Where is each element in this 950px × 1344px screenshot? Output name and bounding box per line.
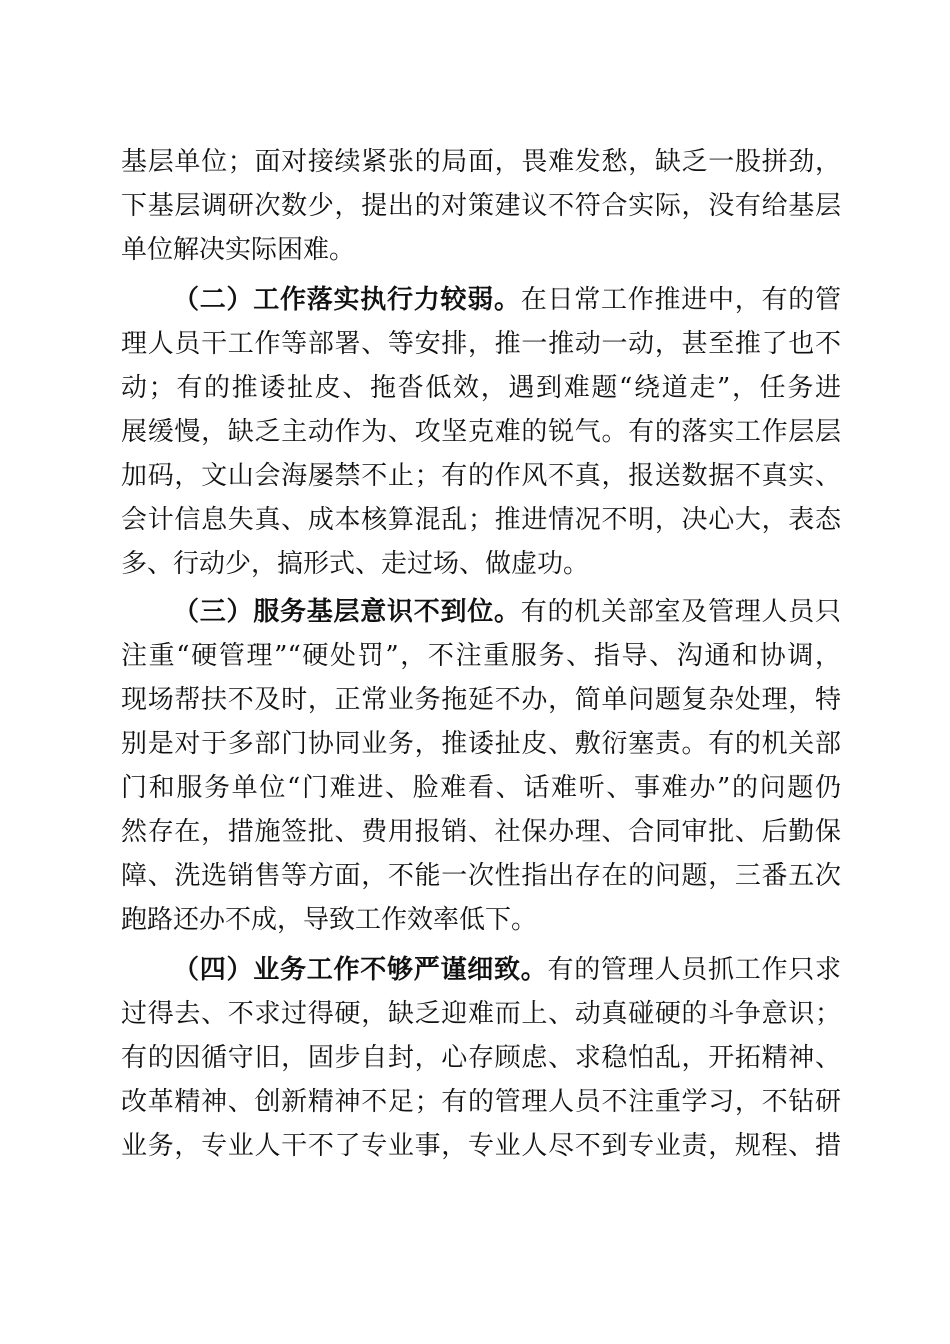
text-span: 有的机关部室及管理人员只 [520, 597, 841, 627]
text-line: 展缓慢，缺乏主动作为、攻坚克难的锐气。有的落实工作层层 [121, 417, 841, 447]
text-line: 基层单位；面对接续紧张的局面，畏难发愁，缺乏一股拼劲， [121, 147, 841, 177]
section-4-first-line [173, 946, 841, 994]
section-heading-3: （三）服务基层意识不到位。 [173, 597, 521, 627]
text-line: 过得去、不求过得硬，缺乏迎难而上、动真碰硬的斗争意识； [121, 999, 841, 1029]
text-line: 现场帮扶不及时，正常业务拖延不办，简单问题复杂处理，特 [121, 685, 841, 715]
text-line: 下基层调研次数少，提出的对策建议不符合实际，没有给基层 [121, 191, 841, 221]
section-2-first-line [173, 276, 841, 324]
text-line: 跑路还办不成，导致工作效率低下。 [121, 905, 538, 935]
section-3-first-line [173, 588, 841, 636]
text-line: 理人员干工作等部署、等安排，推一推动一动，甚至推了也不 [121, 329, 841, 359]
text-span: 有的管理人员抓工作只求 [547, 955, 841, 985]
text-line: 别是对于多部门协同业务，推诿扯皮、敷衍塞责。有的机关部 [121, 729, 841, 759]
text-line: 注重“硬管理”“硬处罚”，不注重服务、指导、沟通和协调， [121, 641, 841, 671]
text-line: 然存在，措施签批、费用报销、社保办理、合同审批、后勤保 [121, 817, 841, 847]
text-line: 加码，文山会海屡禁不止；有的作风不真，报送数据不真实、 [121, 461, 841, 491]
text-line: 业务，专业人干不了专业事，专业人尽不到专业责，规程、措 [121, 1131, 841, 1161]
text-line: 单位解决实际困难。 [121, 235, 356, 265]
text-span: 在日常工作推进中，有的管 [520, 285, 841, 315]
text-line: 门和服务单位“门难进、脸难看、话难听、事难办”的问题仍 [121, 773, 841, 803]
section-heading-4: （四）业务工作不够严谨细致。 [173, 955, 548, 985]
text-line: 会计信息失真、成本核算混乱；推进情况不明，决心大，表态 [121, 505, 841, 535]
text-line: 多、行动少，搞形式、走过场、做虚功。 [121, 549, 590, 579]
text-line: 有的因循守旧，固步自封，心存顾虑、求稳怕乱，开拓精神、 [121, 1043, 841, 1073]
section-heading-2: （二）工作落实执行力较弱。 [173, 285, 521, 315]
text-line: 改革精神、创新精神不足；有的管理人员不注重学习，不钻研 [121, 1087, 841, 1117]
text-line: 障、洗选销售等方面，不能一次性指出存在的问题，三番五次 [121, 861, 841, 891]
text-line: 动；有的推诿扯皮、拖沓低效，遇到难题“绕道走”，任务进 [121, 373, 841, 403]
